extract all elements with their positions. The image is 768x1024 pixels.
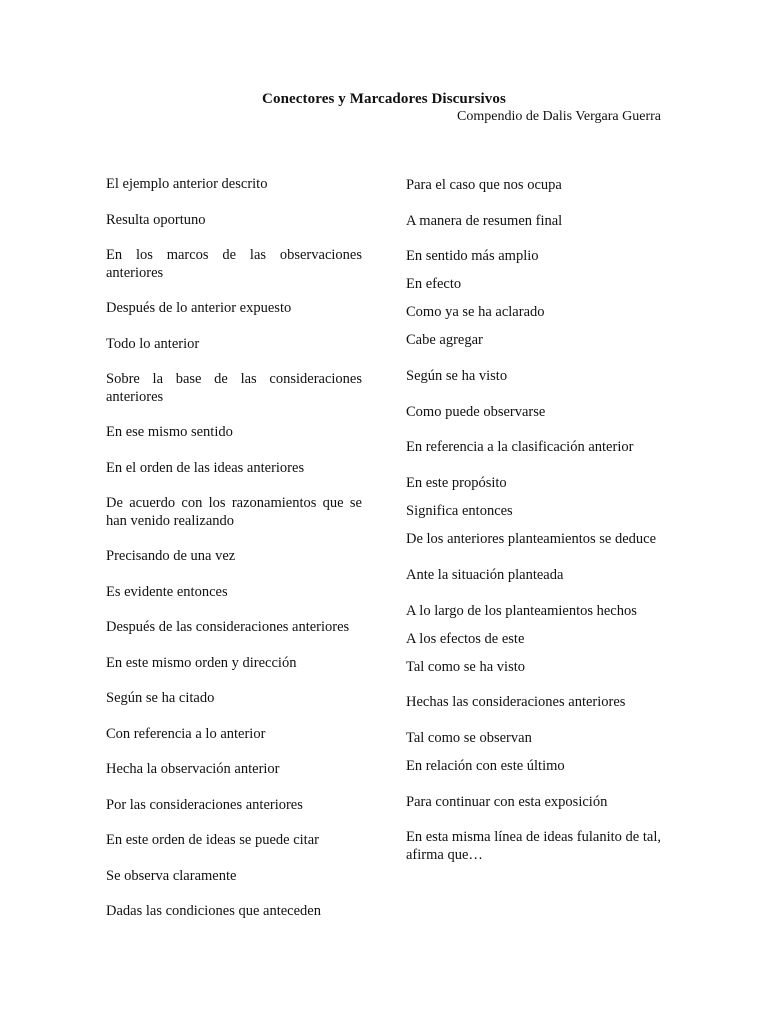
connector-item: En referencia a la clasificación anterior xyxy=(406,439,634,456)
connector-item: Para continuar con esta exposición xyxy=(406,793,608,810)
connector-item: De los anteriores planteamientos se deduce xyxy=(406,531,657,548)
connector-item: Según se ha citado xyxy=(106,690,215,706)
connector-item: A manera de resumen final xyxy=(406,212,563,229)
connector-item: Por las consideraciones anteriores xyxy=(106,796,303,813)
connector-item: Con referencia a lo anterior xyxy=(106,725,266,742)
connector-item: Después de las consideraciones anteriores xyxy=(106,619,350,635)
connector-item: A lo largo de los planteamientos hechos xyxy=(406,602,637,619)
right-column xyxy=(406,177,661,882)
connector-item: En ese mismo sentido xyxy=(106,424,233,440)
connector-item: A los efectos de este xyxy=(406,630,525,647)
document-subtitle: Compendio de Dalis Vergara Guerra xyxy=(457,109,661,124)
connector-item: Es evidente entonces xyxy=(106,583,228,600)
connector-item: En esta misma línea de ideas fulanito de tal, afirma que… xyxy=(406,829,661,863)
connector-item: Precisando de una vez xyxy=(106,548,236,564)
connector-item: Hecha la observación anterior xyxy=(106,761,280,777)
connector-item: Se observa claramente xyxy=(106,867,237,884)
connector-item: En relación con este último xyxy=(406,757,565,774)
connector-item: En efecto xyxy=(406,276,462,293)
connector-item: Según se ha visto xyxy=(406,368,508,385)
connector-item: Como ya se ha aclarado xyxy=(406,304,545,321)
connector-item: Resulta oportuno xyxy=(106,211,206,228)
connector-item: Tal como se observan xyxy=(406,729,532,746)
connector-item: El ejemplo anterior descrito xyxy=(106,176,268,192)
connector-item: Ante la situación planteada xyxy=(406,566,564,583)
connector-item: Sobre la base de las consideraciones anteriores xyxy=(106,371,362,405)
connector-item: En el orden de las ideas anteriores xyxy=(106,459,305,476)
connector-item: Cabe agregar xyxy=(406,332,483,349)
connector-item: Hechas las consideraciones anteriores xyxy=(406,694,626,711)
connector-item: Como puede observarse xyxy=(406,403,546,420)
connector-item: De acuerdo con los razonamientos que se han venido realizando xyxy=(106,495,362,529)
connector-item: Tal como se ha visto xyxy=(406,658,525,675)
connector-item: En los marcos de las observaciones anteriores xyxy=(106,247,362,281)
connector-item: En este orden de ideas se puede citar xyxy=(106,832,319,848)
connector-item: Para el caso que nos ocupa xyxy=(406,177,562,193)
connector-item: En este propósito xyxy=(406,475,507,492)
document-title: Conectores y Marcadores Discursivos xyxy=(262,91,506,107)
connector-item: Todo lo anterior xyxy=(106,335,200,352)
connector-item: Significa entonces xyxy=(406,503,513,520)
connector-item: En este mismo orden y dirección xyxy=(106,654,297,671)
left-column xyxy=(106,176,362,939)
connector-item: Después de lo anterior expuesto xyxy=(106,300,292,316)
connector-item: Dadas las condiciones que anteceden xyxy=(106,903,321,919)
connector-item: En sentido más amplio xyxy=(406,248,539,265)
